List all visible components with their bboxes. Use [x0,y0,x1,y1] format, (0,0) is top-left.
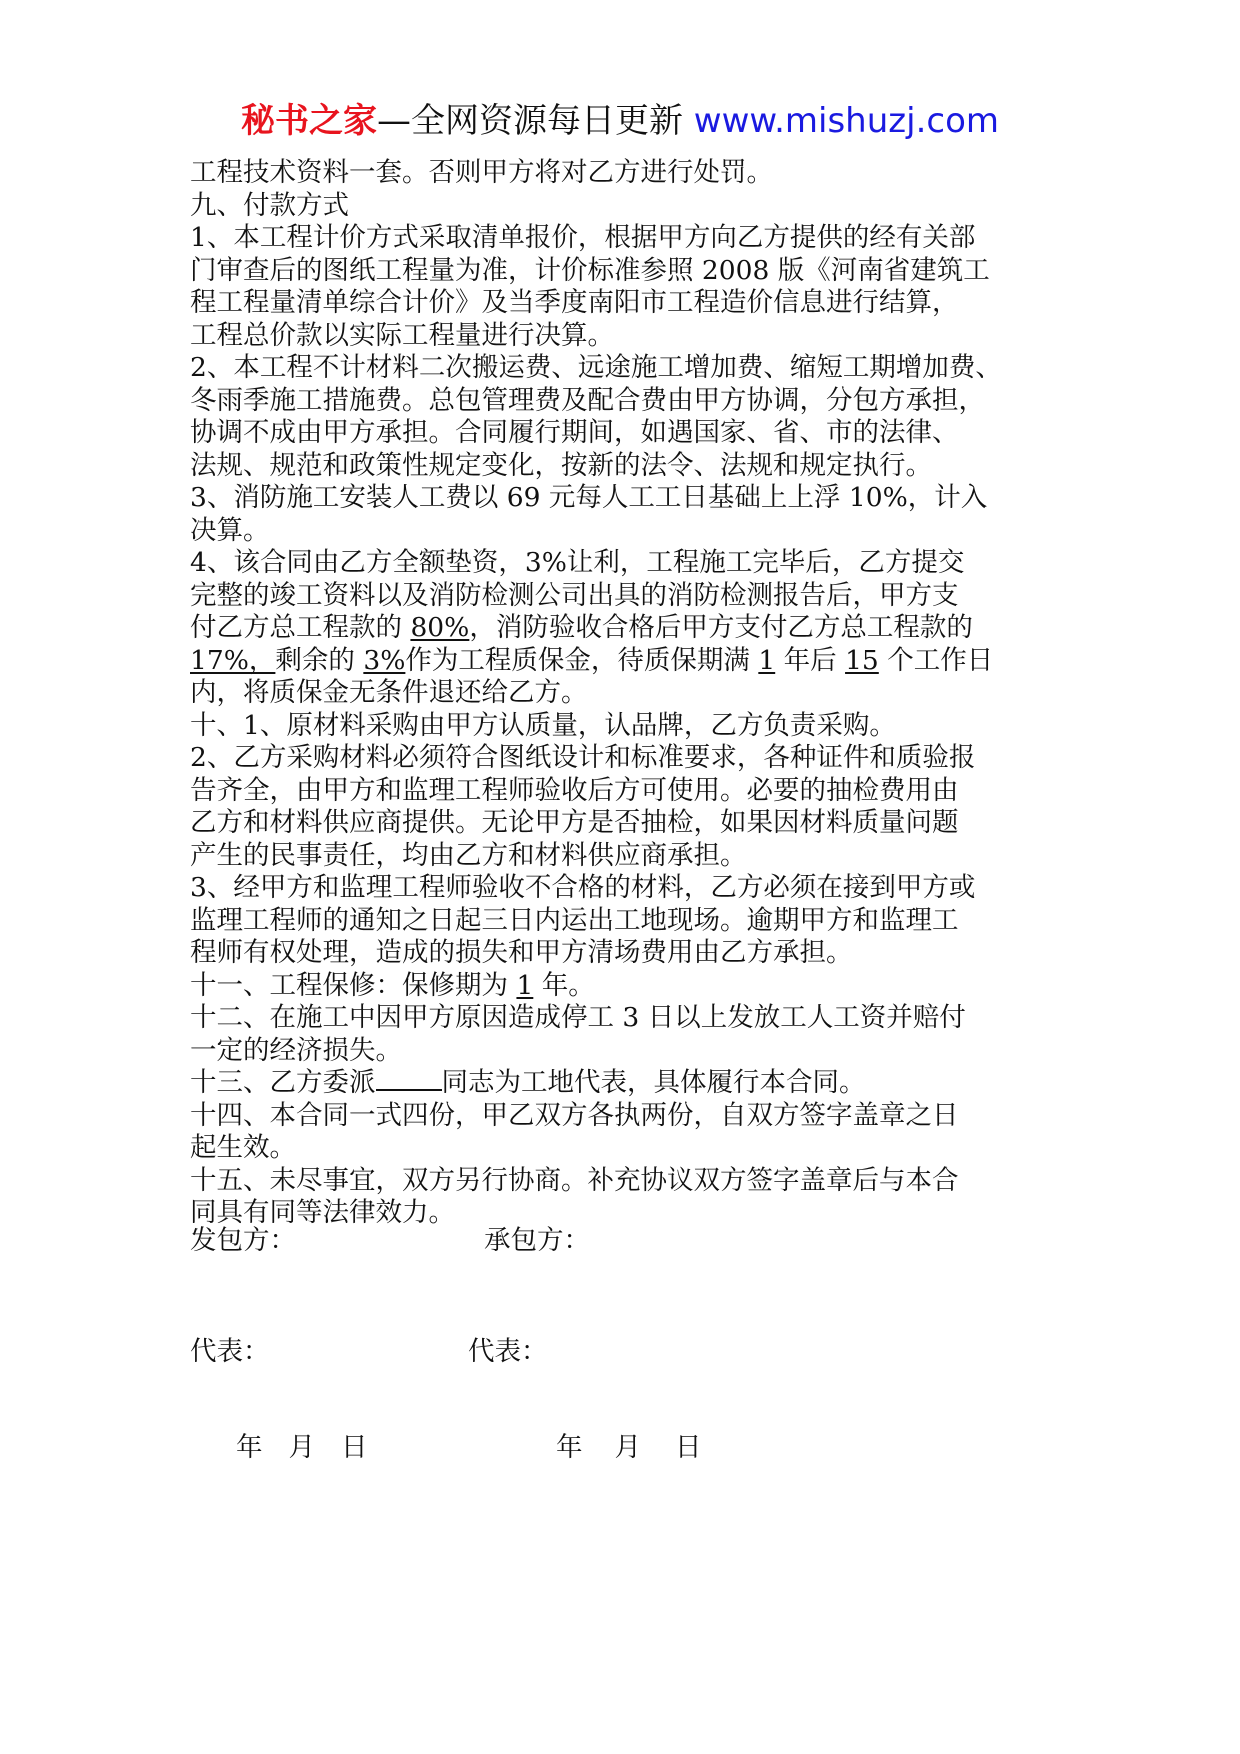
text-line [190,970,1090,1003]
text-line: 2、乙方采购材料必须符合图纸设计和标准要求，各种证件和质验报 [190,742,976,773]
text-line: 十二、在施工中因甲方原因造成停工 3 日以上发放工人工资并赔付 [190,1002,966,1033]
text-line: 起生效。 [190,1132,296,1163]
month-label: 月 [288,1432,315,1463]
text-segment: 剩余的 [275,644,364,676]
text-line: 决算。 [190,514,270,546]
text-line: 1、本工程计价方式采取清单报价，根据甲方向乙方提供的经有关部 [190,222,976,253]
text-segment: ，消防验收合格后甲方支付乙方总工程款的 [469,612,973,643]
representative-blank [376,1067,442,1091]
text-line: 工程总价款以实际工程量进行决算。 [190,319,614,351]
text-line: 协调不成由甲方承担。合同履行期间，如遇国家、省、市的法律、 [190,417,959,448]
text-line: 完整的竣工资料以及消防检测公司出具的消防检测报告后，甲方支 [190,579,959,611]
text-line: 产生的民事责任，均由乙方和材料供应商承担。 [190,839,747,871]
date-a [236,1432,368,1464]
text-line [190,1067,1090,1100]
text-line: 内，将质保金无条件退还给乙方。 [190,677,588,708]
year-label: 年 [236,1432,263,1463]
text-line: 程工程量清单综合计价》及当季度南阳市工程造价信息进行结算， [190,287,959,318]
text-line: 告齐全，由甲方和监理工程师验收后方可使用。必要的抽检费用由 [190,774,959,806]
header-tagline: —全网资源每日更新 [376,101,694,141]
text-line: 3、消防施工安装人工费以 69 元每人工工日基础上上浮 10%，计入 [190,482,988,513]
text-segment: 付乙方总工程款的 [190,612,411,643]
text-line: 法规、规范和政策性规定变化，按新的法令、法规和规定执行。 [190,449,932,481]
section-heading-payment: 九、付款方式 [190,189,349,221]
representative-a-label: 代表： [190,1336,270,1367]
site-url[interactable]: www.mishuzj.com [693,101,999,141]
text-line [190,612,1090,645]
representative-b-label: 代表： [468,1336,548,1367]
contract-body [190,157,1090,1230]
text-segment: 个工作日 [878,644,994,676]
underlined-value: 3% [363,644,406,676]
text-line: 同具有同等法律效力。 [190,1197,455,1228]
day-label: 日 [675,1432,702,1463]
text-line: 十、1、原材料采购由甲方认质量，认品牌，乙方负责采购。 [190,709,896,741]
text-segment: 十一、工程保修：保修期为 [190,969,517,1001]
underlined-value: 15 [845,644,879,676]
brand-name: 秘书之家 [240,101,377,141]
text-line: 一定的经济损失。 [190,1034,402,1066]
text-segment: 同志为工地代表，具体履行本合同。 [441,1067,866,1098]
year-label: 年 [556,1432,583,1463]
text-segment: 年。 [533,969,595,1001]
month-label: 月 [614,1432,641,1463]
text-line: 监理工程师的通知之日起三日内运出工地现场。逾期甲方和监理工 [190,904,959,936]
text-line: 十五、未尽事宜，双方另行协商。补充协议双方签字盖章后与本合 [190,1164,959,1196]
text-line [190,645,1090,678]
text-line: 3、经甲方和监理工程师验收不合格的材料，乙方必须在接到甲方或 [190,872,976,903]
text-segment: 作为工程质保金，待质保期满 [405,644,759,676]
underlined-value: 1 [758,644,776,676]
text-line: 程师有权处理，造成的损失和甲方清场费用由乙方承担。 [190,937,853,968]
underlined-value: 80% [410,612,470,643]
party-b-label: 承包方： [484,1225,590,1256]
text-line: 2、本工程不计材料二次搬运费、远途施工增加费、缩短工期增加费、 [190,352,1002,383]
text-segment: 年后 [775,644,846,676]
text-line: 门审查后的图纸工程量为准，计价标准参照 2008 版《河南省建筑工 [190,254,990,286]
party-a-label: 发包方： [190,1225,296,1256]
text-line: 冬雨季施工措施费。总包管理费及配合费由甲方协调，分包方承担， [190,384,985,416]
text-line: 4、该合同由乙方全额垫资，3%让利，工程施工完毕后，乙方提交 [190,547,965,578]
text-line: 工程技术资料一套。否则甲方将对乙方进行处罚。 [190,157,773,188]
site-header [0,101,1240,141]
underlined-value: 17%， [190,644,276,676]
text-segment: 十三、乙方委派 [190,1067,376,1098]
text-line: 乙方和材料供应商提供。无论甲方是否抽检，如果因材料质量问题 [190,807,959,838]
text-line: 十四、本合同一式四份，甲乙双方各执两份，自双方签字盖章之日 [190,1099,959,1131]
day-label: 日 [341,1432,368,1463]
underlined-value: 1 [516,969,534,1001]
date-b [556,1432,702,1464]
